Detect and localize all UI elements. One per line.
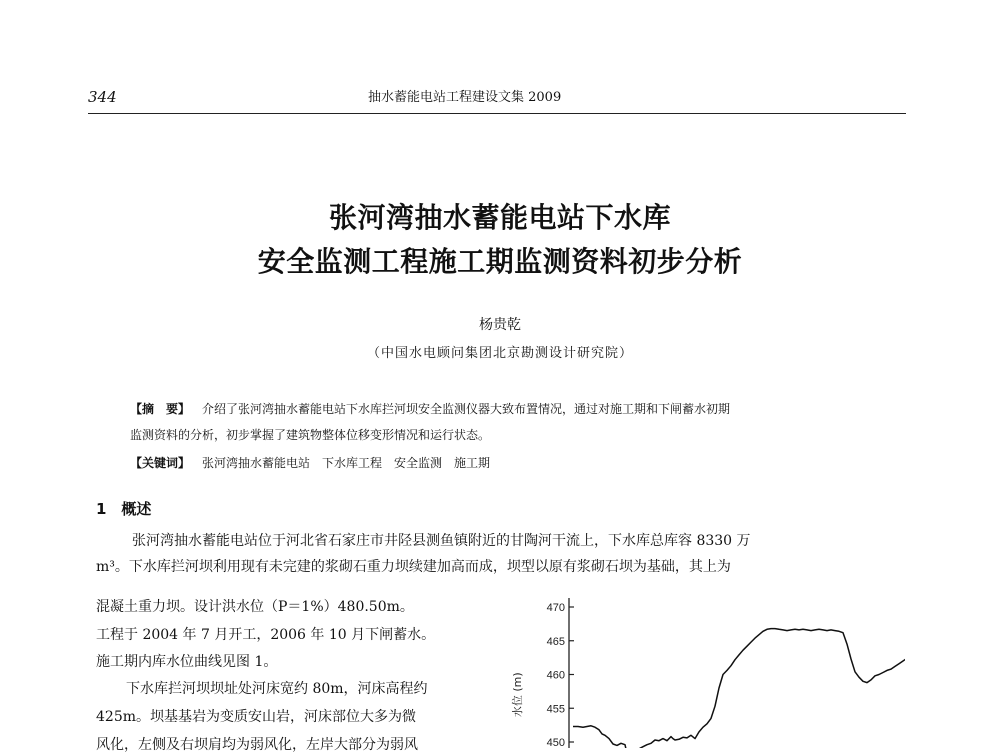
keywords-line [130,454,490,471]
y-tick-label: 455 [546,703,565,716]
y-tick-label: 450 [546,737,565,748]
water-level-chart [505,590,905,748]
paragraph-line: m³。下水库拦河坝利用现有未完建的浆砌石重力坝续建加高而成，坝型以原有浆砌石坝为基础，其上为 [96,559,731,575]
paragraph-line: 混凝土重力坝。设计洪水位（P＝1%）480.50m。 [96,599,414,615]
section-heading: 1 概述 [96,500,152,518]
abstract-text-2: 监测资料的分析，初步掌握了建筑物整体位移变形情况和运行状态。 [130,428,491,442]
paper-title-line-2: 安全监测工程施工期监测资料初步分析 [257,245,743,278]
abstract-line-1 [130,400,730,417]
author-affiliation: （中国水电顾问集团北京勘测设计研究院） [366,346,633,361]
author-name: 杨贵乾 [479,317,521,333]
y-tick-label: 465 [546,635,565,648]
y-axis-label: 水位 (m) [511,672,524,718]
water-level-series-line [573,629,905,748]
paragraph-line: 工程于 2004 年 7 月开工，2006 年 10 月下闸蓄水。 [96,627,436,643]
page-number: 344 [88,88,117,106]
paragraph-line: 下水库拦河坝坝址处河床宽约 80m，河床高程约 [126,681,428,697]
paragraph-line: 张河湾抽水蓄能电站位于河北省石家庄市井陉县测鱼镇附近的甘陶河干流上，下水库总库容 8330 万 [132,533,751,549]
y-tick-label: 460 [546,669,565,682]
abstract-label: 【摘 要】 [130,402,191,416]
y-tick-label: 470 [546,602,565,614]
header-rule [88,113,906,114]
abstract-text-1: 介绍了张河湾抽水蓄能电站下水库拦河坝安全监测仪器大致布置情况，通过对施工期和下闸蓄水初期 [202,402,731,416]
keywords-label: 【关键词】 [130,456,191,470]
paragraph-line: 风化，左侧及右坝肩均为弱风化，左岸大部分为弱风 [96,737,418,753]
running-header-title: 抽水蓄能电站工程建设文集 2009 [368,90,562,105]
paragraph-line: 425m。坝基基岩为变质安山岩，河床部位大多为微 [96,709,416,725]
keywords-text: 张河湾抽水蓄能电站 下水库工程 安全监测 施工期 [202,456,491,470]
paragraph-line: 施工期内库水位曲线见图 1。 [96,654,278,670]
paper-title-line-1: 张河湾抽水蓄能电站下水库 [328,201,671,234]
